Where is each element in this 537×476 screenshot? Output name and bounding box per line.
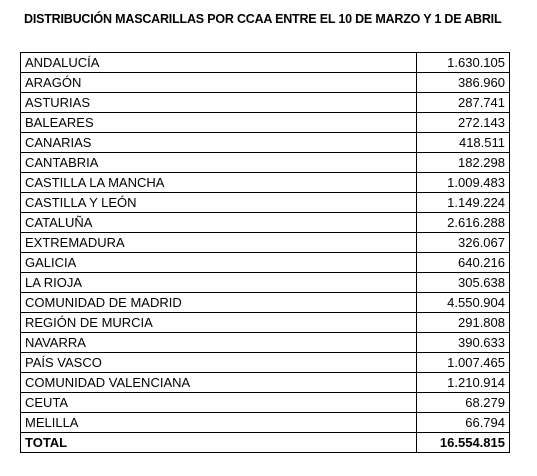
table-row [21, 73, 510, 93]
table-row [21, 233, 510, 253]
table-body [21, 53, 510, 453]
region-name-cell: ANDALUCÍA [21, 53, 417, 73]
region-name-cell: EXTREMADURA [21, 233, 417, 253]
region-name-cell: CEUTA [21, 393, 417, 413]
mask-count-cell: 305.638 [417, 273, 510, 293]
region-name-cell: CATALUÑA [21, 213, 417, 233]
table-row [21, 253, 510, 273]
mask-count-cell: 1.149.224 [417, 193, 510, 213]
mask-count-cell: 1.630.105 [417, 53, 510, 73]
table-row [21, 113, 510, 133]
table-row [21, 273, 510, 293]
region-name-cell: ASTURIAS [21, 93, 417, 113]
mask-count-cell: 272.143 [417, 113, 510, 133]
table-row [21, 293, 510, 313]
region-name-cell: ARAGÓN [21, 73, 417, 93]
table-row [21, 353, 510, 373]
region-name-cell: CANARIAS [21, 133, 417, 153]
total-row [21, 433, 510, 453]
mask-count-cell: 1.007.465 [417, 353, 510, 373]
table-row [21, 413, 510, 433]
table-row [21, 193, 510, 213]
region-name-cell: BALEARES [21, 113, 417, 133]
region-name-cell: PAÍS VASCO [21, 353, 417, 373]
region-name-cell: COMUNIDAD VALENCIANA [21, 373, 417, 393]
distribution-table [20, 52, 510, 453]
table-row [21, 333, 510, 353]
table-row [21, 53, 510, 73]
mask-count-cell: 390.633 [417, 333, 510, 353]
table-row [21, 133, 510, 153]
mask-count-cell: 287.741 [417, 93, 510, 113]
total-label-cell: TOTAL [21, 433, 417, 453]
mask-count-cell: 291.808 [417, 313, 510, 333]
table-row [21, 213, 510, 233]
table-row [21, 373, 510, 393]
table-row [21, 173, 510, 193]
region-name-cell: CASTILLA Y LEÓN [21, 193, 417, 213]
mask-count-cell: 68.279 [417, 393, 510, 413]
region-name-cell: NAVARRA [21, 333, 417, 353]
mask-count-cell: 326.067 [417, 233, 510, 253]
table-row [21, 153, 510, 173]
mask-count-cell: 418.511 [417, 133, 510, 153]
mask-count-cell: 640.216 [417, 253, 510, 273]
region-name-cell: REGIÓN DE MURCIA [21, 313, 417, 333]
mask-count-cell: 66.794 [417, 413, 510, 433]
region-name-cell: CANTABRIA [21, 153, 417, 173]
table-row [21, 393, 510, 413]
mask-count-cell: 1.009.483 [417, 173, 510, 193]
region-name-cell: MELILLA [21, 413, 417, 433]
region-name-cell: LA RIOJA [21, 273, 417, 293]
region-name-cell: COMUNIDAD DE MADRID [21, 293, 417, 313]
total-value-cell: 16.554.815 [417, 433, 510, 453]
mask-count-cell: 386.960 [417, 73, 510, 93]
table-row [21, 313, 510, 333]
mask-count-cell: 2.616.288 [417, 213, 510, 233]
mask-count-cell: 4.550.904 [417, 293, 510, 313]
region-name-cell: GALICIA [21, 253, 417, 273]
mask-count-cell: 182.298 [417, 153, 510, 173]
table-row [21, 93, 510, 113]
mask-count-cell: 1.210.914 [417, 373, 510, 393]
region-name-cell: CASTILLA LA MANCHA [21, 173, 417, 193]
document-title: DISTRIBUCIÓN MASCARILLAS POR CCAA ENTRE EL 10 DE MARZO Y 1 DE ABRIL [24, 12, 502, 26]
